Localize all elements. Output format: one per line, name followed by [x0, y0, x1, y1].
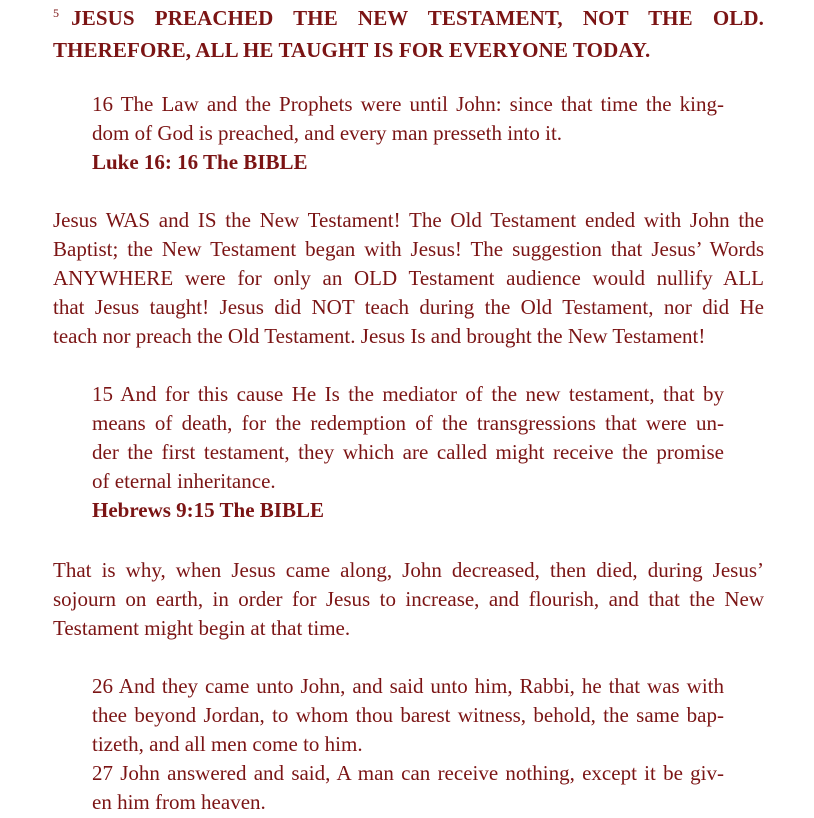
heading-line-1-text: JESUS PREACHED THE NEW TESTAMENT, NOT THE OLD.: [71, 6, 764, 30]
paragraph-line: Testament might begin at that time.: [53, 616, 351, 640]
scripture-reference: Luke 16: 16 The BIBLE: [92, 150, 308, 174]
scripture-quote-luke: [92, 90, 724, 177]
verse-text: [92, 90, 724, 148]
verse-line: dom of God is preached, and every man presseth into it.: [92, 121, 563, 145]
paragraph-line: that Jesus taught! Jesus did NOT teach during the Old Testament, nor did He: [53, 295, 764, 319]
paragraph-line: sojourn on earth, in order for Jesus to increase, and flourish, and that the New: [53, 587, 764, 611]
verse-line: means of death, for the redemption of the transgressions that were un-: [92, 411, 724, 435]
paragraph-line: teach nor preach the Old Testament. Jesus Is and brought the New Testament!: [53, 324, 706, 348]
heading-line-1: [53, 4, 764, 36]
body-paragraph-1: [53, 206, 764, 351]
verse-line: of eternal inheritance.: [92, 469, 276, 493]
scripture-quote-john: [92, 672, 724, 817]
verse-line: 15 And for this cause He Is the mediator of the new testament, that by: [92, 382, 724, 406]
body-paragraph-2: [53, 556, 764, 643]
paragraph-line: Baptist; the New Testament began with Jesus! The suggestion that Jesus’ Words: [53, 237, 764, 261]
verse-line: 26 And they came unto John, and said unto him, Rabbi, he that was with: [92, 674, 724, 698]
scripture-reference: Hebrews 9:15 The BIBLE: [92, 498, 325, 522]
verse-text: [92, 672, 724, 817]
footnote-number: 5: [53, 6, 60, 20]
verse-text: [92, 380, 724, 496]
paragraph-line: That is why, when Jesus came along, John decreased, then died, during Jesus’: [53, 558, 764, 582]
verse-line: 16 The Law and the Prophets were until John: since that time the king-: [92, 92, 724, 116]
scripture-quote-hebrews: [92, 380, 724, 525]
heading-line-2: THEREFORE, ALL HE TAUGHT IS FOR EVERYONE TODAY.: [53, 38, 651, 62]
verse-line: thee beyond Jordan, to whom thou barest witness, behold, the same bap-: [92, 703, 724, 727]
verse-line: en him from heaven.: [92, 790, 266, 814]
verse-line: der the first testament, they which are called might receive the promise: [92, 440, 724, 464]
section-heading: [53, 4, 764, 65]
paragraph-line: Jesus WAS and IS the New Testament! The Old Testament ended with John the: [53, 208, 764, 232]
verse-line: 27 John answered and said, A man can receive nothing, except it be giv-: [92, 761, 724, 785]
verse-line: tizeth, and all men come to him.: [92, 732, 363, 756]
paragraph-line: ANYWHERE were for only an OLD Testament audience would nullify ALL: [53, 266, 764, 290]
